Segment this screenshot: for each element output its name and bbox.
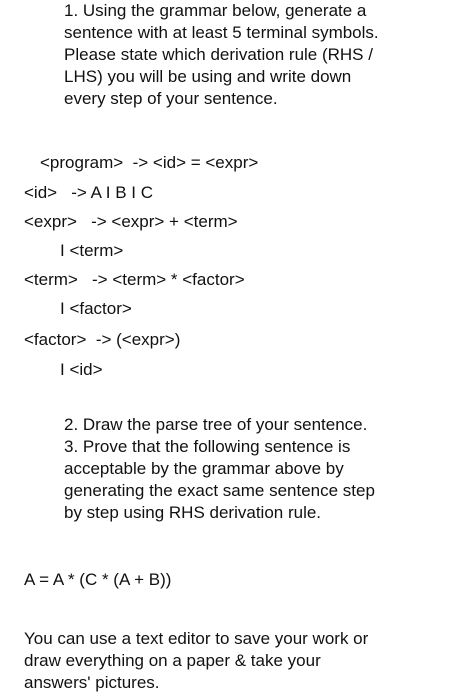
grammar-rule-factor: <factor> -> (<expr>)	[24, 330, 181, 349]
question-1-text: 1. Using the grammar below, generate a sentence with at least 5 terminal symbols. Please state which derivation rule (RHS / LHS) you will be using and write down every step of your sentence.	[64, 1, 379, 108]
grammar-rule-factor-alt: I <id>	[60, 360, 103, 379]
grammar-rule-expr: <expr> -> <expr> + <term>	[24, 212, 238, 231]
instructions-note: You can use a text editor to save your work or draw everything on a paper & take your answers' pictures.	[24, 629, 369, 692]
grammar-rule-term-alt: I <factor>	[60, 299, 132, 318]
grammar-rule-program: <program> -> <id> = <expr>	[40, 153, 259, 172]
questions-2-3-text: 2. Draw the parse tree of your sentence. 3. Prove that the following sentence is acceptable by the grammar above by generating the exact same sentence step by step using RHS derivation rule.	[64, 415, 375, 522]
grammar-rule-expr-alt: I <term>	[60, 241, 124, 260]
grammar-rule-id: <id> -> A I B I C	[24, 183, 153, 202]
target-sentence: A = A * (C * (A + B))	[24, 570, 172, 589]
grammar-rule-term: <term> -> <term> * <factor>	[24, 270, 245, 289]
